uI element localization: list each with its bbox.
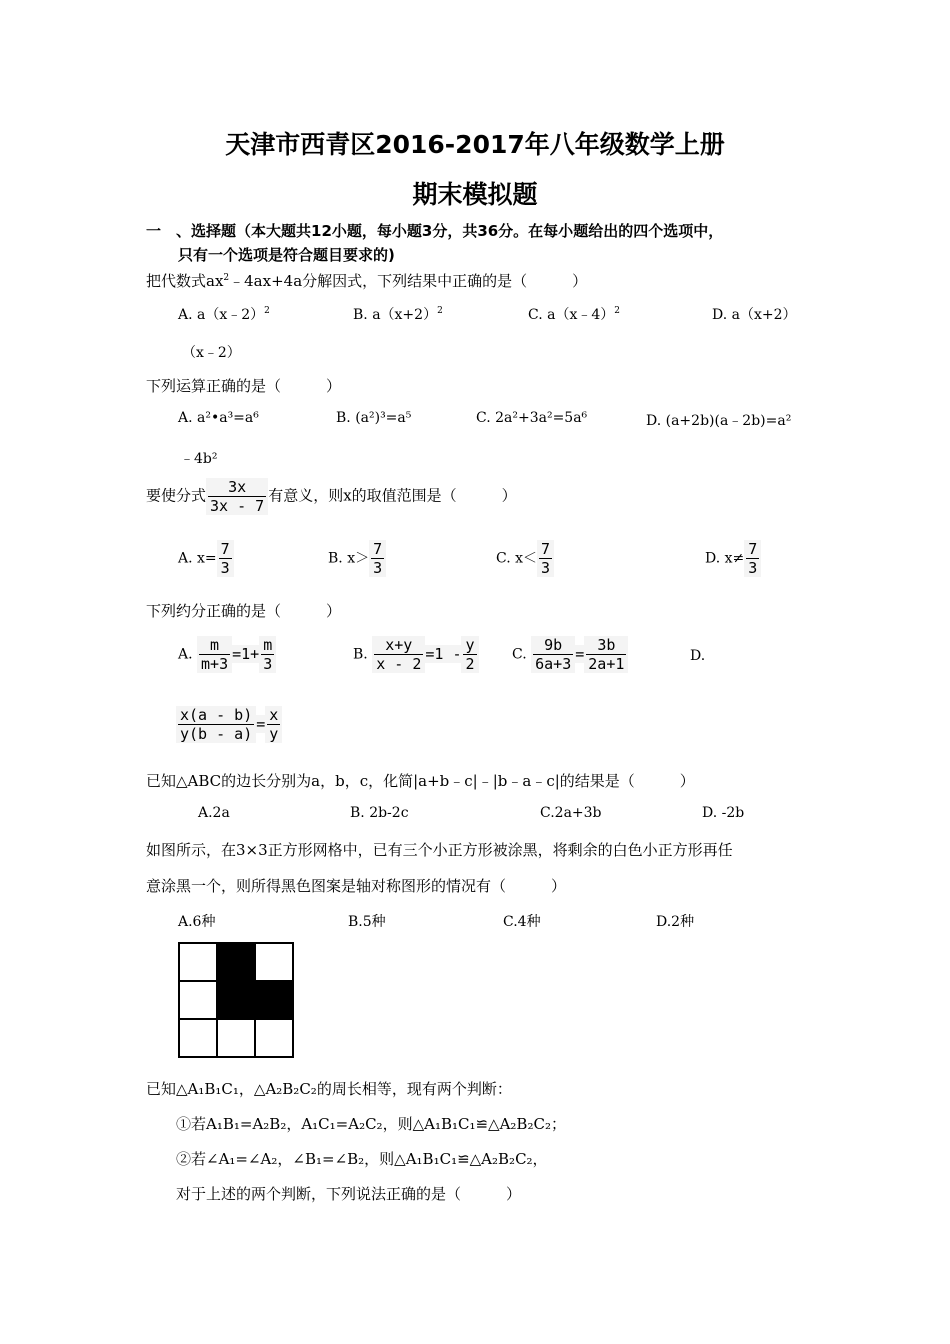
grid-cell (217, 1019, 255, 1057)
q5-option-a: A.2a (198, 805, 230, 821)
section-heading: 、选择题（本大题共12小题，每小题3分，共36分。在每小题给出的四个选项中， (176, 222, 724, 240)
q2-stem: 下列运算正确的是（ ） (146, 377, 342, 395)
q4-option-a: A. $\frac{m}{m+3}$ =1+ $\frac{m}{3}$ (178, 636, 276, 673)
grid-cell-black (255, 981, 293, 1019)
q5-option-d: D. -2b (702, 805, 745, 821)
q3-fraction: $\frac{3x}{3x - 7}$ (206, 478, 268, 515)
q3-option-a: A. x= $\frac{7}{3}$ (178, 540, 234, 577)
section-number: 一 (146, 222, 162, 240)
grid-cell-black (217, 943, 255, 981)
q2-option-d: D. (a+2b)(a﹣2b)=a² (646, 413, 792, 429)
grid-cell (179, 943, 217, 981)
q6-option-b: B.5种 (348, 914, 386, 930)
q7-judgement-1: ①若A₁B₁=A₂B₂，A₁C₁=A₂C₂，则△A₁B₁C₁≌△A₂B₂C₂； (176, 1115, 566, 1133)
q4-stem: 下列约分正确的是（ ） (146, 602, 342, 620)
q2-option-b: B. (a²)³=a⁵ (336, 410, 412, 426)
q2-option-a: A. a²•a³=a⁶ (178, 410, 259, 426)
q3-option-d: D. x≠ $\frac{7}{3}$ (705, 540, 761, 577)
q6-stem-line1: 如图所示，在3×3正方形网格中，已有三个小正方形被涂黑，将剩余的白色小正方形再任 (146, 841, 733, 859)
q5-option-b: B. 2b-2c (350, 805, 409, 821)
q4-option-b: B. $\frac{x+y}{x - 2}$ =1 - $\frac{y}{2}$ (353, 636, 479, 673)
q1-option-d-cont: （x﹣2） (182, 345, 241, 361)
q5-stem: 已知△ABC的边长分别为a，b，c，化简|a+b﹣c|﹣|b﹣a﹣c|的结果是（ ） (146, 772, 695, 790)
q7-question: 对于上述的两个判断，下列说法正确的是（ ） (176, 1185, 522, 1203)
q4-option-d: $\frac{x(a - b)}{y(b - a)}$ = $\frac{x}{y}$ (176, 706, 282, 743)
q5-option-c: C.2a+3b (540, 805, 602, 821)
doc-title-line1: 天津市西青区2016-2017年八年级数学上册 (225, 130, 725, 159)
q6-option-a: A.6种 (178, 914, 216, 930)
section-heading-cont: 只有一个选项是符合题目要求的) (178, 246, 395, 264)
q6-grid-figure (178, 942, 294, 1058)
grid-cell (179, 1019, 217, 1057)
q2-option-c: C. 2a²+3a²=5a⁶ (476, 410, 588, 426)
q1-option-a: A. a（x﹣2）$^2$ (178, 306, 270, 323)
grid-cell (179, 981, 217, 1019)
q3-option-b: B. x＞ $\frac{7}{3}$ (328, 540, 386, 577)
grid-cell (255, 943, 293, 981)
q1-stem: 把代数式$ax^2﹣4ax+4a$分解因式，下列结果中正确的是（ ） (146, 272, 588, 290)
q3-stem: 要使分式 $\frac{3x}{3x - 7}$ 有意义，则x的取值范围是（ ） (146, 478, 517, 515)
q3-option-c: C. x＜ $\frac{7}{3}$ (496, 540, 554, 577)
q6-option-d: D.2种 (656, 914, 695, 930)
q7-stem: 已知△A₁B₁C₁，△A₂B₂C₂的周长相等，现有两个判断： (146, 1080, 512, 1098)
grid-cell-black (217, 981, 255, 1019)
q7-judgement-2: ②若∠A₁=∠A₂，∠B₁=∠B₂，则△A₁B₁C₁≌△A₂B₂C₂， (176, 1150, 548, 1168)
q4-option-d-label: D. (690, 648, 706, 664)
q4-option-c: C. $\frac{9b}{6a+3}$ = $\frac{3b}{2a+1}$ (512, 636, 628, 673)
q1-option-c: C. a（x﹣4）$^2$ (528, 306, 620, 323)
q1-option-b: B. $a(x+2)^2$ (353, 306, 443, 323)
q6-option-c: C.4种 (503, 914, 541, 930)
grid-cell (255, 1019, 293, 1057)
q6-stem-line2: 意涂黑一个，则所得黑色图案是轴对称图形的情况有（ ） (146, 877, 567, 895)
q1-option-d: D. a（x+2） (712, 307, 797, 323)
q2-option-d-cont: ﹣4b² (180, 451, 218, 467)
doc-title-line2: 期末模拟题 (412, 180, 538, 209)
